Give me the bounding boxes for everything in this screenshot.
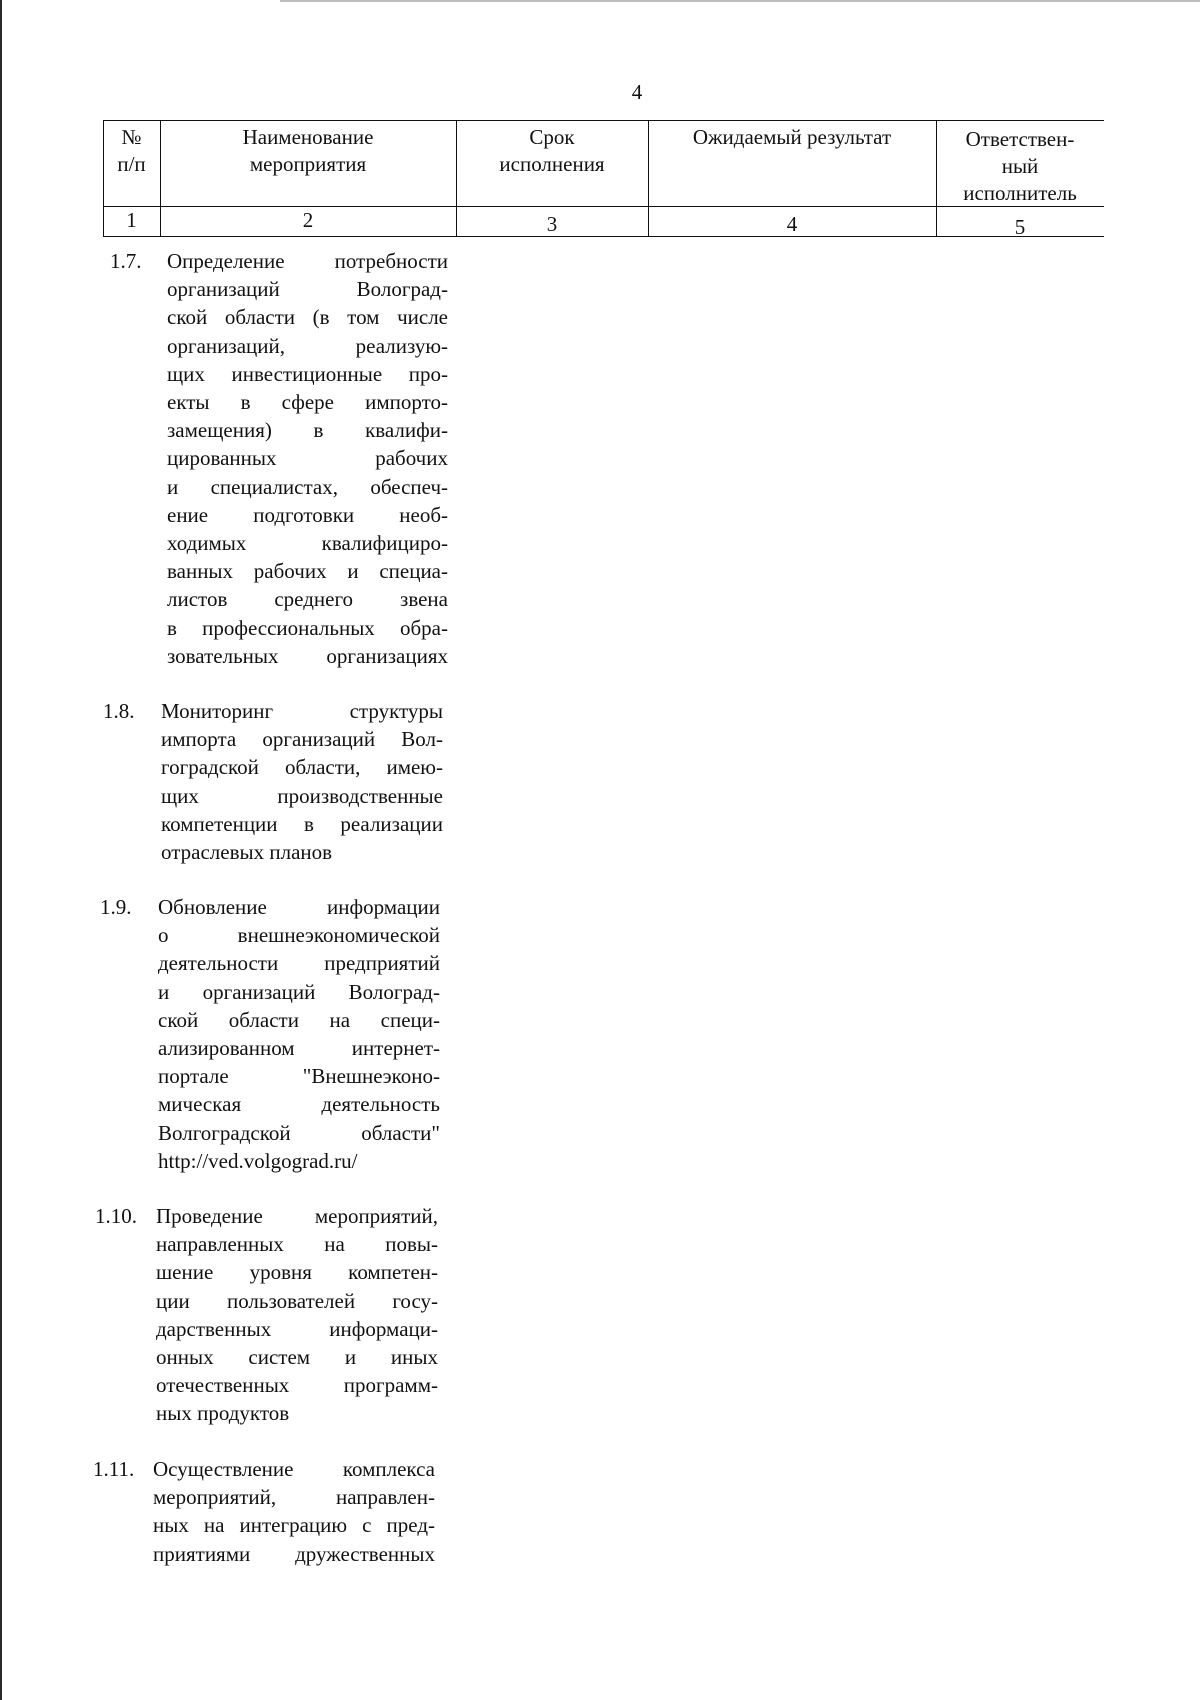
header-col-deadline: Срок исполнения: [499, 125, 605, 176]
header-col-result: Ожидаемый результат: [692, 125, 892, 149]
item-number: 1.7.: [110, 249, 142, 273]
header-col-name: Наименование мероприятия: [242, 125, 374, 176]
column-number: 4: [786, 212, 798, 236]
header-col-number: № п/п: [117, 125, 146, 176]
item-text: Обновление информации о внешнеэкономической деятельности предприятий и организаций Волоград- ской области на специ- ализированном интернет- портале "Внешнеэконо- мическая деятельность Волгоградской области" http://ved.volgograd.ru/: [158, 895, 440, 1173]
scan-edge-top: [280, 0, 1200, 2]
item-text: Проведение мероприятий, направленных на повы- шение уровня компетен- ции пользователей госу- дарственных информаци- онных систем и иных отечественных программ- ных продуктов: [156, 1204, 438, 1426]
item-text: Осуществление комплекса мероприятий, направлен- ных на интеграцию с пред- приятиями дружественных: [153, 1457, 435, 1566]
item-text: Мониторинг структуры импорта организаций Вол- гоградской области, имею- щих производственные компетенции в реализации отраслевых планов: [161, 699, 443, 865]
page-number: 4: [631, 80, 643, 104]
item-text: Определение потребности организаций Волоград- ской области (в том числе организаций, реализую- щих инвестиционные про- екты в сфере импорто- замещения) в квалифи- цированных рабочих и специалистах, обеспеч- ение подготовки необ- ходимых квалифициро- ванных рабочих и специа- листов среднего звена в профессиональных обра- зовательных организациях: [167, 249, 448, 668]
table-header: [103, 120, 1104, 240]
table-top-border: [103, 120, 1104, 121]
column-number: 3: [546, 212, 558, 236]
item-number: 1.8.: [103, 699, 135, 723]
item-number: 1.9.: [100, 895, 132, 919]
scan-edge-left: [0, 0, 2, 1700]
header-col-responsible: Ответствен- ный исполнитель: [963, 127, 1077, 205]
column-number: 2: [302, 208, 314, 232]
item-number: 1.11.: [93, 1457, 135, 1481]
column-number: 1: [126, 208, 137, 232]
column-number: 5: [1014, 215, 1026, 239]
item-number: 1.10.: [95, 1204, 137, 1228]
